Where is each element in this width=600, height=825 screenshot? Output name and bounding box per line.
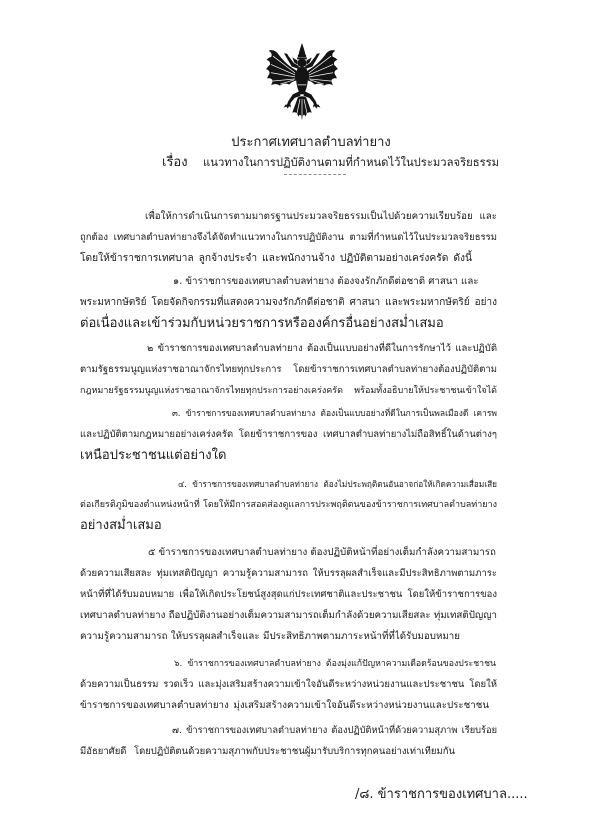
- clause-line: เทศบาลตำบลท่ายาง ถือปฏิบัติงานอย่างเต็มความสามารถเต็มกำลังด้วยความเสียสละ ทุ่มเทสติปัญญา: [80, 610, 497, 621]
- clause-line: ความรู้ความสามารถ ให้บรรลุผลสำเร็จและ มีประสิทธิภาพตามภาระหน้าที่ที่ได้รับมอบหมาย: [80, 631, 460, 642]
- clause-line: มีอัธยาศัยดี โดยปฏิบัติตนด้วยความสุภาพกับประชาชนผู้มารับบริการทุกคนอย่างเท่าเทียมกัน: [80, 746, 455, 757]
- intro-line: โดยให้ข้าราชการเทศบาล ลูกจ้างประจำ และพนักงานจ้าง ปฏิบัติตามอย่างเคร่งครัด ดังนี้: [80, 252, 472, 264]
- clause-line: ตามรัฐธรรมนูญแห่งราชอาณาจักรไทยทุกประการ โดยข้าราชการเทศบาลตำบลท่ายางต้องปฏิบัติตาม: [80, 364, 497, 375]
- page-continuation: /๘. ข้าราชการของเทศบาล.....: [355, 787, 528, 802]
- clause-line: และปฏิบัติตามกฎหมายอย่างเคร่งครัด โดยข้าราชการของ เทศบาลตำบลท่ายางไม่ถือสิทธิ์ในด้านต่างๆ: [80, 429, 497, 440]
- intro-line: ถูกต้อง เทศบาลตำบลท่ายางจึงได้จัดทำแนวทางในการปฏิบัติงาน ตามที่กำหนดไว้ในประมวลจริยธรรม: [80, 232, 497, 243]
- announcement-title: ประกาศเทศบาลตำบลท่ายาง: [231, 135, 391, 150]
- clause-line: ๒ ข้าราชการของเทศบาลตำบลท่ายาง ต้องเป็นแบบอย่างที่ดีในการรักษาไว้ และปฏิบัติ: [147, 343, 497, 354]
- subject-text: แนวทางในการปฏิบัติงานตามที่กำหนดไว้ในประมวลจริยธรรม: [203, 156, 500, 169]
- clause-line: หน้าที่ที่ได้รับมอบหมาย เพื่อให้เกิดประโยชน์สูงสุดแก่ประเทศชาติและประชาชน โดยให้ข้าราชการของ: [80, 589, 497, 600]
- clause-line: ๕ ข้าราชการของเทศบาลตำบลท่ายาง ต้องปฏิบัติหน้าที่อย่างเต็มกำลังความสามารถ: [148, 547, 496, 558]
- header-divider: [284, 174, 346, 175]
- clause-line: ๔. ข้าราชการของเทศบาลตำบลท่ายาง ต้องไม่ประพฤติตนอันอาจก่อให้เกิดความเสื่อมเสีย: [178, 479, 497, 489]
- clause-line: กฎหมายรัฐธรรมนูญแห่งราชอาณาจักรไทยทุกประการอย่างเคร่งครัด พร้อมทั้งอธิบายให้ประชาชนเข้าใจได้: [80, 386, 497, 396]
- clause-line: ต่อเกียรติภูมิของตำแหน่งหน้าที่ โดยให้มีการสอดส่องดูแลการประพฤติตนของข้าราชการเทศบาลตำบลท่ายาง: [80, 500, 497, 510]
- clause-line: อย่างสม่ำเสมอ: [80, 518, 162, 533]
- clause-line: ๖. ข้าราชการของเทศบาลตำบลท่ายาง ต้องมุ่งแก้ปัญหาความเดือดร้อนของประชาชน: [174, 659, 496, 669]
- garuda-emblem-icon: [266, 43, 338, 121]
- clause-line: ๑. ข้าราชการของเทศบาลตำบลท่ายาง ต้องจงรักภักดีต่อชาติ ศาสนา และ: [173, 276, 479, 287]
- clause-line: ต่อเนื่องและเข้าร่วมกับหน่วยราชการหรือองค์กรอื่นอย่างสม่ำเสมอ: [80, 316, 444, 331]
- clause-line: เหนือประชาชนแต่อย่างใด: [80, 448, 227, 463]
- clause-line: พระมหากษัตริย์ โดยจัดกิจกรรมที่แสดงความจงรักภักดีต่อชาติ ศาสนา และพระมหากษัตริย์ อย่าง: [80, 297, 497, 308]
- clause-line: ข้าราชการของเทศบาลตำบลท่ายาง มุ่งเสริมสร้างความเข้าใจอันดีระหว่างหน่วยงานและประชาชน: [80, 700, 489, 711]
- clause-line: ๗. ข้าราชการของเทศบาลตำบลท่ายาง ต้องปฏิบัติหน้าที่ด้วยความสุภาพ เรียบร้อย: [172, 725, 497, 736]
- clause-line: ด้วยความเป็นธรรม รวดเร็ว และมุ่งเสริมสร้างความเข้าใจอันดีระหว่างหน่วยงานและประชาชน โดยให้: [80, 679, 497, 690]
- intro-line: เพื่อให้การดำเนินการตามมาตรฐานประมวลจริยธรรมเป็นไปด้วยความเรียบร้อย และ: [145, 211, 497, 222]
- clause-line: ๓. ข้าราชการของเทศบาลตำบลท่ายาง ต้องเป็นแบบอย่างที่ดีในการเป็นพลเมืองดี เคารพ: [172, 409, 497, 419]
- clause-line: ด้วยความเสียสละ ทุ่มเทสติปัญญา ความรู้ความสามารถ ให้บรรลุผลสำเร็จและมีประสิทธิภาพตามภาระ: [80, 568, 497, 579]
- subject-label: เรื่อง: [162, 155, 188, 170]
